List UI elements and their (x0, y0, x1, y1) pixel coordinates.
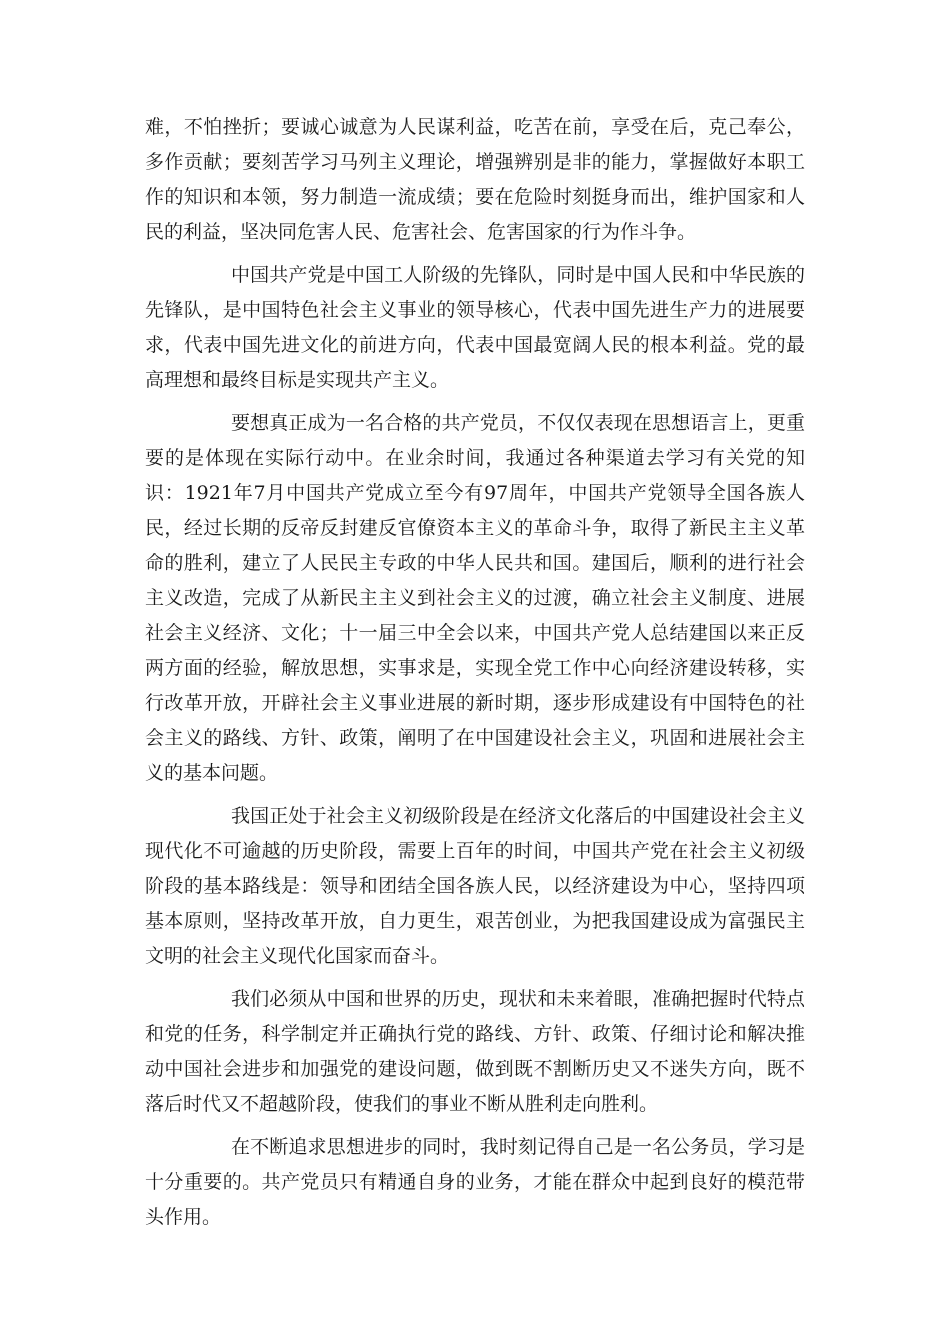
paragraph-1: 难，不怕挫折；要诚心诚意为人民谋利益，吃苦在前，享受在后，克己奉公，多作贡献；要刻苦学习马列主义理论，增强辨别是非的能力，掌握做好本职工作的知识和本领，努力制造一流成绩；要在危险时刻挺身而出，维护国家和人民的利益，坚决同危害人民、危害社会、危害国家的行为作斗争。 (145, 116, 805, 243)
paragraph-3: 要想真正成为一名合格的共产党员，不仅仅表现在思想语言上，更重要的是体现在实际行动中。在业余时间，我通过各种渠道去学习有关党的知识：1921年7月中国共产党成立至今有97周年，中国共产党领导全国各族人民，经过长期的反帝反封建反官僚资本主义的革命斗争，取得了新民主主义革命的胜利，建立了人民民主专政的中华人民共和国。建国后，顺利的进行社会主义改造，完成了从新民主主义到社会主义的过渡，确立社会主义制度、进展社会主义经济、文化；十一届三中全会以来，中国共产党人总结建国以来正反两方面的经验，解放思想，实事求是，实现全党工作中心向经济建设转移，实行改革开放，开辟社会主义事业进展的新时期，逐步形成建设有中国特色的社会主义的路线、方针、政策，阐明了在中国建设社会主义，巩固和进展社会主义的基本问题。 (145, 412, 805, 784)
paragraph-2: 中国共产党是中国工人阶级的先锋队，同时是中国人民和中华民族的先锋队，是中国特色社会主义事业的领导核心，代表中国先进生产力的进展要求，代表中国先进文化的前进方向，代表中国最宽阔人民的根本利益。党的最高理想和最终目标是实现共产主义。 (145, 264, 805, 391)
paragraph-4: 我国正处于社会主义初级阶段是在经济文化落后的中国建设社会主义现代化不可逾越的历史阶段，需要上百年的时间，中国共产党在社会主义初级阶段的基本路线是：领导和团结全国各族人民，以经济建设为中心，坚持四项基本原则，坚持改革开放，自力更生，艰苦创业，为把我国建设成为富强民主文明的社会主义现代化国家而奋斗。 (145, 805, 805, 967)
paragraph-6: 在不断追求思想进步的同时，我时刻记得自己是一名公务员，学习是十分重要的。共产党员只有精通自身的业务，才能在群众中起到良好的模范带头作用。 (145, 1136, 805, 1228)
paragraph-5: 我们必须从中国和世界的历史，现状和未来着眼，准确把握时代特点和党的任务，科学制定并正确执行党的路线、方针、政策、仔细讨论和解决推动中国社会进步和加强党的建设问题，做到既不割断历史又不迷失方向，既不落后时代又不超越阶段，使我们的事业不断从胜利走向胜利。 (145, 988, 805, 1115)
document-body (145, 110, 805, 1243)
